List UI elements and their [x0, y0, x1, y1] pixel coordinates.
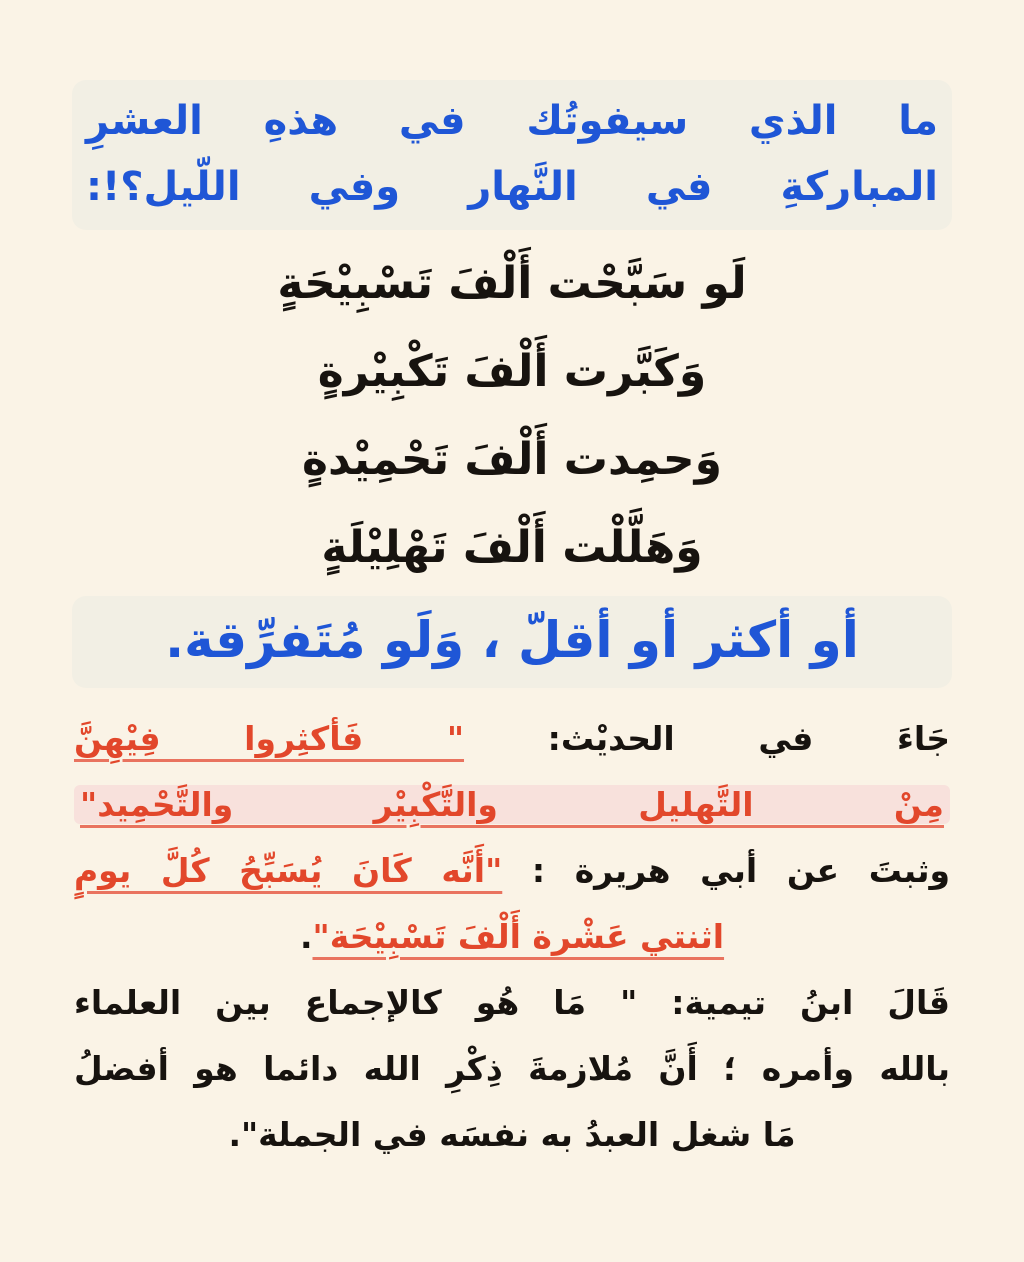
emphasis-box: أو أكثر أو أقلّ ، وَلَو مُتَفرِّقة.: [72, 596, 952, 688]
abu-hurayra-intro: وثبتَ عن أبي هريرة :: [531, 851, 950, 890]
hadith-intro: جَاءَ في الحديْث:: [547, 719, 950, 758]
hadith-quote-part-1: " فَأكثِروا فِيْهِنَّ: [74, 719, 465, 758]
abu-hurayra-line-2: [74, 904, 950, 970]
body-text: [64, 706, 960, 1168]
hadith-line-1: [74, 706, 950, 772]
ibn-taymiyya-line-3: مَا شغل العبدُ به نفسَه في الجملة".: [228, 1115, 796, 1154]
dhikr-takbir: وَكَبَّرت أَلْفَ تَكْبِيْرةٍ: [317, 346, 707, 397]
hadith-line-2: [74, 772, 950, 838]
dhikr-list: [64, 240, 960, 592]
hadith-quote-part-2: مِنْ التَّهليل والتَّكْبِيْر والتَّحْمِيد": [74, 785, 950, 824]
headline-line-1: ما الذي سيفوتُك في هذهِ العشرِ: [86, 98, 938, 144]
dhikr-tahmid: وَحمِدت أَلْفَ تَحْمِيْدةٍ: [302, 434, 722, 485]
dhikr-tasbih: لَو سَبَّحْت أَلْفَ تَسْبِيْحَةٍ: [277, 258, 747, 309]
headline-line-2: المباركةِ في النَّهار وفي اللّيل؟!:: [86, 164, 938, 210]
abu-hurayra-line-1: [74, 838, 950, 904]
abu-hurayra-quote-part-1: "أَنَّه كَانَ يُسَبِّحُ كُلَّ يومٍ: [74, 851, 503, 890]
ibn-taymiyya-line-2: بالله وأمره ؛ أَنَّ مُلازمةَ ذِكْرِ الله دائما هو أفضلُ: [74, 1049, 950, 1088]
abu-hurayra-end: .: [299, 917, 313, 956]
dhikr-tahlil: وَهَلَّلْت أَلْفَ تَهْلِيْلَةٍ: [321, 522, 703, 573]
ibn-taymiyya-line-1: قَالَ ابنُ تيمية: " مَا هُو كالإجماع بين العلماء: [74, 983, 950, 1022]
abu-hurayra-quote-part-2: اثنتي عَشْرة أَلْفَ تَسْبِيْحَة": [312, 917, 725, 956]
headline-box: [72, 80, 952, 230]
